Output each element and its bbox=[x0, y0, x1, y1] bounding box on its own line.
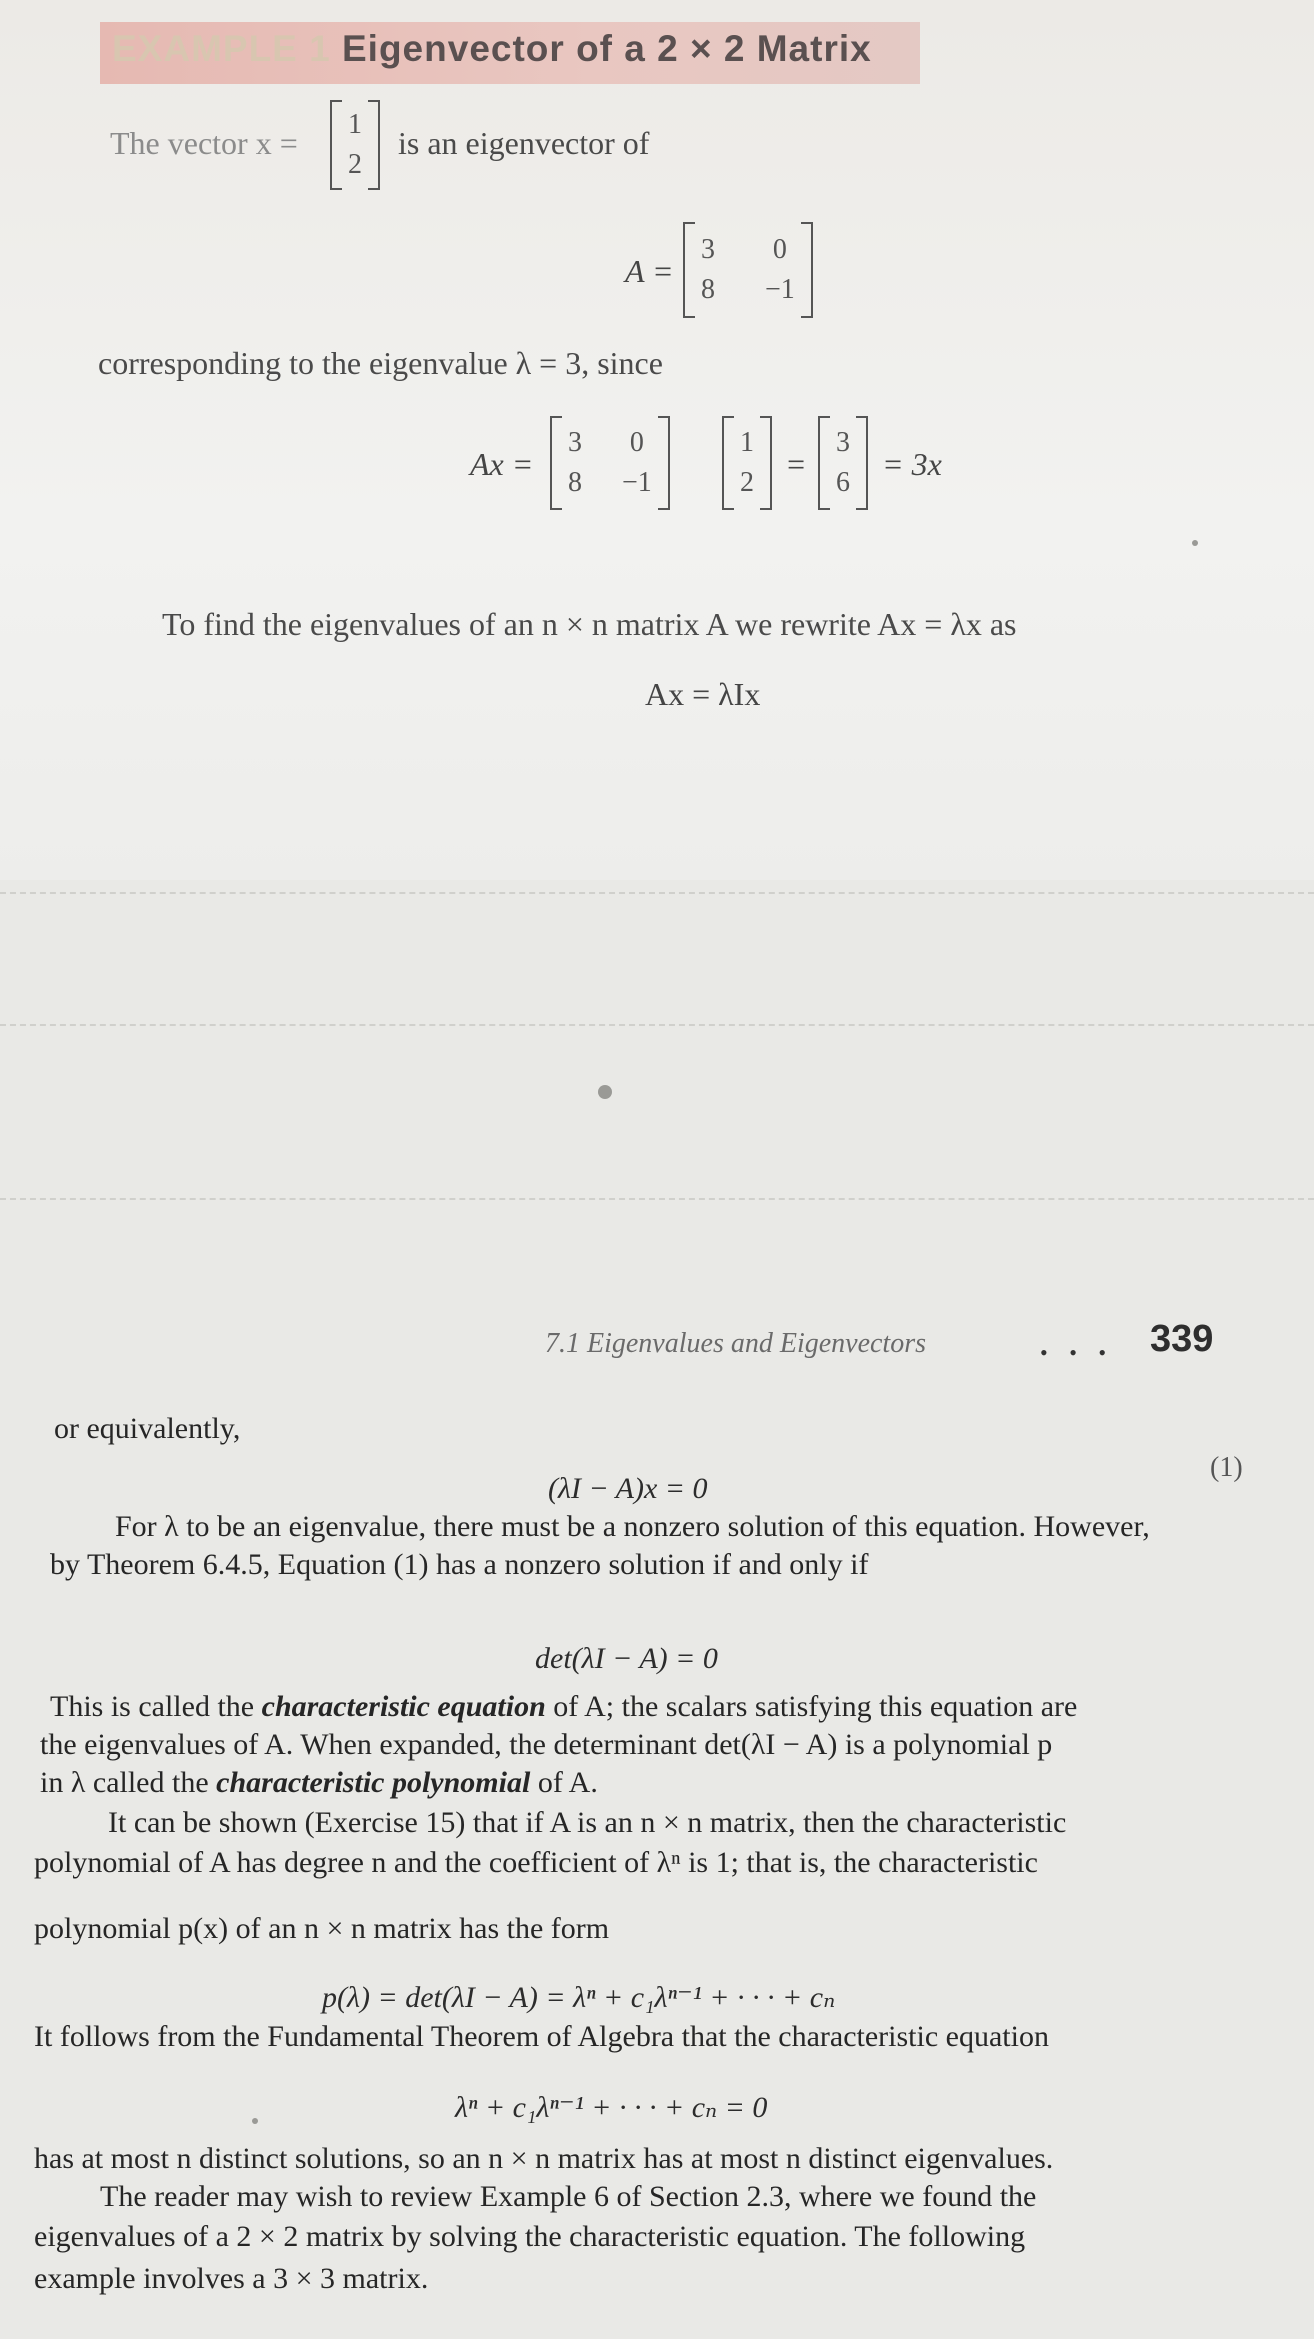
upper-screen-area bbox=[0, 0, 1314, 880]
dust-speck bbox=[1192, 540, 1198, 546]
paragraph-line: It follows from the Fundamental Theorem of Algebra that the characteristic equation bbox=[34, 2020, 1049, 2053]
example-label: EXAMPLE 1 bbox=[112, 28, 331, 69]
dust-speck bbox=[252, 2118, 258, 2124]
matrix-a-entry: 8 bbox=[701, 274, 715, 305]
ax-lambda-ix-equation: Ax = λIx bbox=[645, 676, 761, 712]
eq-vector bbox=[722, 416, 772, 510]
eq-matrix-entry: 0 bbox=[629, 427, 644, 458]
matrix-a-entry: 3 bbox=[701, 234, 715, 265]
eq-matrix-entry: −1 bbox=[622, 467, 652, 498]
paragraph-line: the eigenvalues of A. When expanded, the determinant det(λI − A) is a polynomial p bbox=[40, 1728, 1053, 1761]
matrix-a-entry: −1 bbox=[765, 274, 795, 305]
cursor-dot bbox=[598, 1085, 612, 1099]
eigenvector-of-text: is an eigenvector of bbox=[398, 125, 650, 161]
eq-matrix-entry: 8 bbox=[568, 467, 582, 498]
example-heading bbox=[112, 28, 872, 70]
text-run: This is called the bbox=[50, 1690, 262, 1723]
eq-matrix bbox=[550, 416, 670, 510]
screen-moire-line bbox=[0, 1024, 1314, 1027]
paragraph-line: has at most n distinct solutions, so an n × n matrix has at most n distinct eigenvalues. bbox=[34, 2142, 1054, 2175]
eq-tail: = 3x bbox=[882, 446, 942, 482]
eq-result-entry: 6 bbox=[836, 467, 850, 498]
paragraph-line: by Theorem 6.4.5, Equation (1) has a nonzero solution if and only if bbox=[50, 1548, 869, 1581]
screen-moire-line bbox=[0, 892, 1314, 895]
vector-x-entry: 2 bbox=[348, 149, 362, 180]
matrix-a bbox=[683, 222, 813, 318]
matrix-a-label: A = bbox=[625, 253, 674, 289]
running-head: 7.1 Eigenvalues and Eigenvectors bbox=[545, 1328, 927, 1359]
screen-moire-line bbox=[0, 1198, 1314, 1201]
paragraph-line: The reader may wish to review Example 6 of Section 2.3, where we found the bbox=[100, 2180, 1037, 2213]
paragraph-line: polynomial of A has degree n and the coefficient of λⁿ is 1; that is, the characteristic bbox=[34, 1846, 1038, 1879]
paragraph-line bbox=[50, 1690, 1077, 1724]
equation-1-number: (1) bbox=[1210, 1452, 1243, 1483]
eq-vector-entry: 1 bbox=[740, 427, 754, 458]
matrix-a-entry: 0 bbox=[772, 234, 787, 265]
term-characteristic-equation: characteristic equation bbox=[261, 1690, 546, 1723]
paragraph-line: example involves a 3 × 3 matrix. bbox=[34, 2262, 429, 2295]
eq-result-entry: 3 bbox=[836, 427, 850, 458]
characteristic-polynomial-equation: p(λ) = det(λI − A) = λⁿ + c₁λⁿ⁻¹ + · · · + cₙ bbox=[322, 1981, 836, 2014]
text-run: in λ called the bbox=[40, 1766, 217, 1799]
eq-result-vector bbox=[818, 416, 868, 510]
text-run: of A; the scalars satisfying this equation are bbox=[545, 1690, 1078, 1723]
paragraph-line: polynomial p(x) of an n × n matrix has the form bbox=[34, 1912, 610, 1945]
example-title: Eigenvector of a 2 × 2 Matrix bbox=[342, 28, 872, 69]
term-characteristic-polynomial: characteristic polynomial bbox=[216, 1766, 531, 1799]
ax-label: Ax = bbox=[470, 446, 534, 482]
vector-x-entry: 1 bbox=[348, 109, 362, 140]
characteristic-equation: λⁿ + c₁λⁿ⁻¹ + · · · + cₙ = 0 bbox=[455, 2091, 768, 2124]
vector-intro-text: The vector x = bbox=[110, 125, 298, 161]
rewrite-text: To find the eigenvalues of an n × n matrix A we rewrite Ax = λx as bbox=[162, 606, 1017, 642]
paragraph-line: It can be shown (Exercise 15) that if A is an n × n matrix, then the characteristic bbox=[108, 1806, 1067, 1839]
page-number: 339 bbox=[1150, 1318, 1214, 1360]
or-equivalently-text: or equivalently, bbox=[54, 1412, 241, 1445]
equation-1: (λI − A)x = 0 bbox=[548, 1472, 708, 1505]
det-equation: det(λI − A) = 0 bbox=[535, 1642, 718, 1675]
eq-vector-entry: 2 bbox=[740, 467, 754, 498]
vector-x bbox=[330, 100, 380, 190]
running-head-bullets: • • • bbox=[1040, 1340, 1115, 1365]
paragraph-line bbox=[40, 1766, 598, 1800]
eigenvalue-text: corresponding to the eigenvalue λ = 3, since bbox=[98, 345, 663, 381]
equals-sign: = bbox=[785, 446, 807, 482]
paragraph-line: eigenvalues of a 2 × 2 matrix by solving the characteristic equation. The following bbox=[34, 2220, 1026, 2253]
text-run: of A. bbox=[530, 1766, 598, 1799]
paragraph-line: For λ to be an eigenvalue, there must be a nonzero solution of this equation. However, bbox=[115, 1510, 1150, 1543]
eq-matrix-entry: 3 bbox=[568, 427, 582, 458]
